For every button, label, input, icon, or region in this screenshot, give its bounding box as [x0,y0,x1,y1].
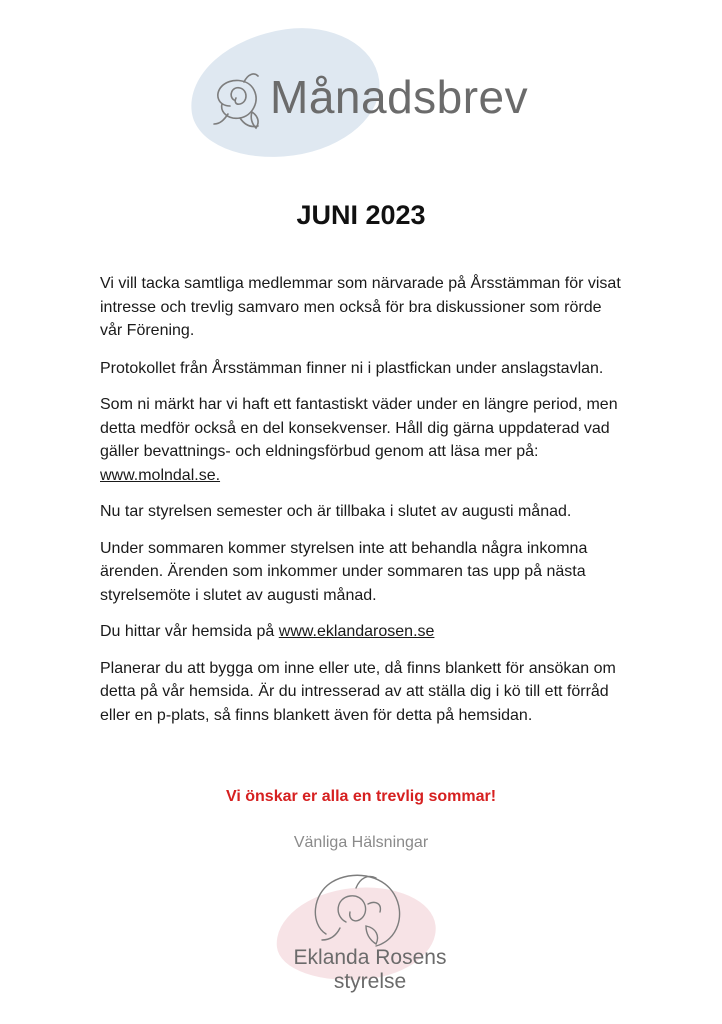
paragraph-protocol: Protokollet från Årsstämman finner ni i plastfickan under anslagstavlan. [100,359,604,377]
paragraph-vacation: Nu tar styrelsen semester och är tillbaka i slutet av augusti månad. [100,503,572,520]
molndal-link[interactable]: www.molndal.se. [100,466,221,484]
website-link[interactable]: www.eklandarosen.se [278,623,435,640]
paragraph-forms: Planerar du att bygga om inne eller ute, då finns blankett för ansökan om detta på vår hemsida. Är du intresserad av att ställa dig i kö till ett förråd eller en p-plats, så finns blankett även för detta på hemsidan. [100,659,616,724]
footer-name: Eklanda Rosens [293,946,447,969]
newsletter-title: Månadsbrev [270,71,529,123]
summer-wish: Vi önskar er alla en trevlig sommar! [225,788,497,805]
letter-body [100,272,625,740]
month-title: JUNI 2023 [296,200,426,230]
footer-logo [270,860,470,1000]
paragraph-website [100,620,625,644]
paragraph-weather [100,393,625,487]
header-logo [0,0,722,180]
greeting: Vänliga Hälsningar [293,834,429,851]
paragraph-weather-text: Som ni märkt har vi haft ett fantastiskt väder under en längre period, men detta medför också en del konsekvenser. Håll dig gärna uppdaterad vad gäller bevattnings- och eldningsförbud genom att läsa mer på: [100,396,618,460]
paragraph-summer-matters: Under sommaren kommer styrelsen inte att behandla några inkomna ärenden. Ärenden som inkommer under sommaren tas upp på nästa styrelsemöte i slutet av augusti månad. [100,539,588,604]
paragraph-website-text: Du hittar vår hemsida på [100,623,275,640]
paragraph-thanks: Vi vill tacka samtliga medlemmar som närvarade på Årsstämman för visat intresse och trevlig samvaro men också för bra diskussioner som rörde vår Förening. [100,275,621,339]
rose-icon [208,66,270,132]
footer-board: styrelse [333,970,407,993]
